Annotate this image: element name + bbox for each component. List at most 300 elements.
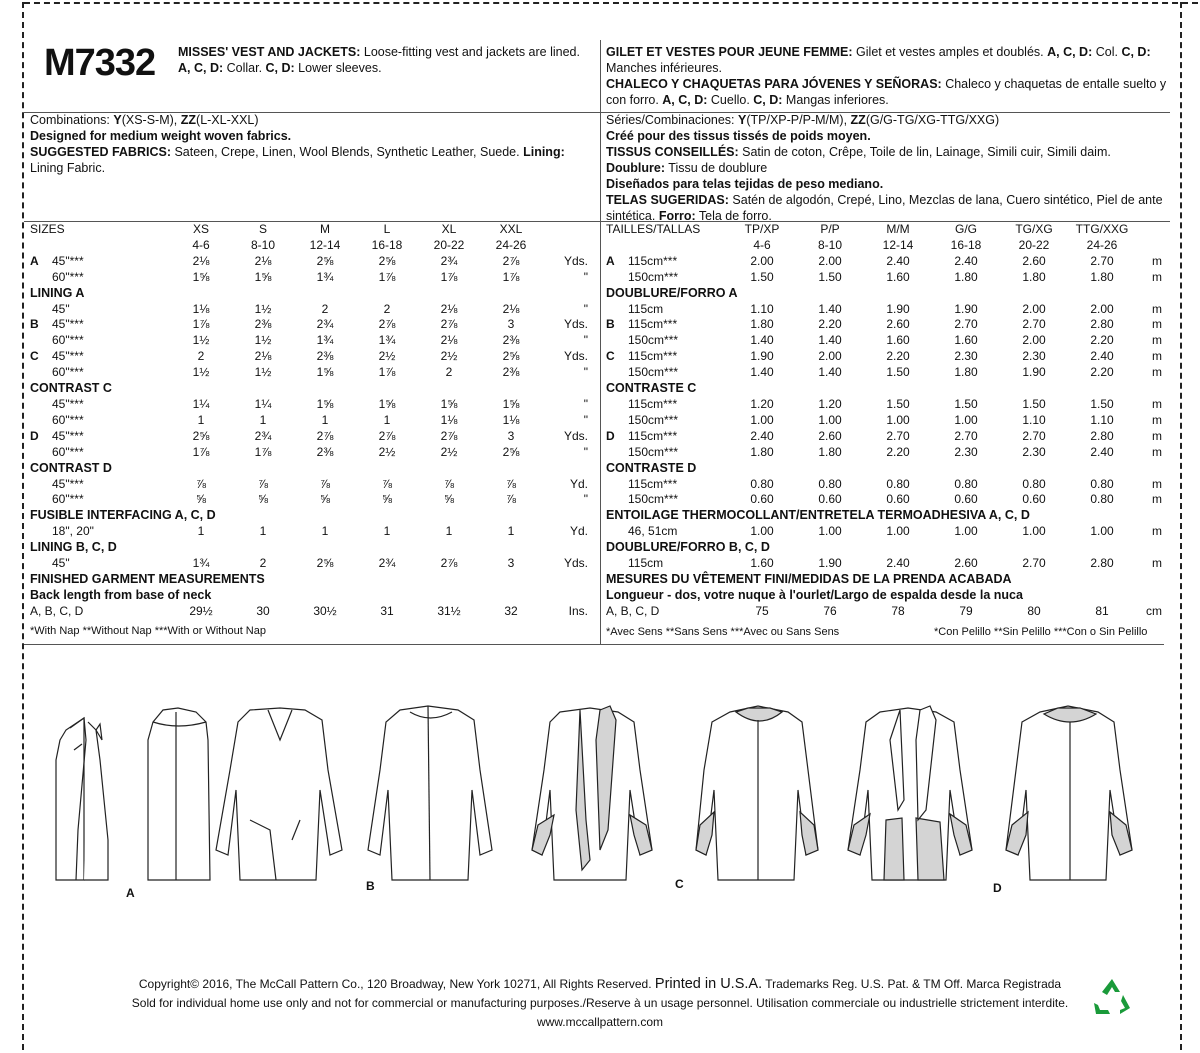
metric-cell: 2.80 xyxy=(1090,317,1114,332)
en-cell: ⅝ xyxy=(381,492,392,507)
french-lining-label: Doublure: xyxy=(606,161,666,175)
yardage-table-english xyxy=(30,222,588,620)
en-cell: ⅞ xyxy=(505,476,516,491)
metric-cell: 2.00 xyxy=(750,253,774,268)
en-view-label: B xyxy=(30,317,39,332)
en-cell: 1⅝ xyxy=(316,365,334,380)
metric-cell: 0.60 xyxy=(954,492,978,507)
french-fabrics-label: TISSUS CONSEILLÉS: xyxy=(606,145,739,159)
spanish-mangas: Mangas inferiores. xyxy=(782,93,889,107)
en-cell: 3 xyxy=(507,428,515,443)
en-size-5: XXL xyxy=(499,222,523,236)
lining-label: Lining: xyxy=(523,145,565,159)
en-cell: 1⅛ xyxy=(502,412,520,427)
trademarks-text: Trademarks Reg. U.S. Pat. & TM Off. Marca Registrada xyxy=(765,977,1062,991)
spanish-fabrics-text: Satén de algodón, Crepé, Lino, Mezclas de lana, Cuero sintético, Piel de ante sintética. xyxy=(606,193,1163,223)
right-fabric-info-2 xyxy=(606,112,1172,224)
metric-cell: 1.60 xyxy=(886,269,910,284)
metric-fabric-width: 115cm xyxy=(628,301,664,316)
en-view-label xyxy=(30,333,52,349)
en-cell: 2⅜ xyxy=(502,333,520,348)
english-desc-views2: C, D: xyxy=(265,61,295,75)
en-cell: 2⅞ xyxy=(316,428,334,443)
metric-cell: 80 xyxy=(1027,603,1041,618)
en-cell: 1⅝ xyxy=(378,396,396,411)
metric-table-row xyxy=(606,524,1162,540)
metric-cell: 2.80 xyxy=(1090,428,1114,443)
metric-cell: 2.40 xyxy=(1090,444,1114,459)
en-cell: 1⅝ xyxy=(254,269,272,284)
en-cell: 2⅛ xyxy=(254,349,272,364)
en-cell: 2⅛ xyxy=(254,253,272,268)
metric-cell: 1.20 xyxy=(818,396,842,411)
sold-notice: Sold for individual home use only and not for commercial or manufacturing purposes./Reserve à un usage personnel. Utilisation commerciale ou industrielle strictement interdite. xyxy=(131,996,1069,1010)
metric-unit: m xyxy=(1152,317,1162,332)
metric-fabric-width: 115cm*** xyxy=(628,428,678,443)
en-cell: ⅞ xyxy=(195,476,206,491)
en-cell: 2⅞ xyxy=(378,428,396,443)
metric-range-5: 24-26 xyxy=(1086,237,1118,252)
series-y-sizes: (TP/XP-P/P-M/M), xyxy=(746,113,851,127)
metric-unit: m xyxy=(1152,492,1162,507)
metric-cell: 1.00 xyxy=(1090,524,1114,539)
metric-header-ranges xyxy=(606,238,1162,254)
metric-unit: m xyxy=(1152,524,1162,539)
en-unit: " xyxy=(583,269,588,284)
fabrics-text: Sateen, Crepe, Linen, Wool Blends, Synthetic Leather, Suede. xyxy=(171,145,524,159)
en-view-label xyxy=(30,492,52,508)
metric-table-row xyxy=(606,397,1162,413)
metric-cell: 2.30 xyxy=(1022,444,1046,459)
en-cell: 1⅞ xyxy=(254,444,272,459)
en-cell: 2⅝ xyxy=(316,253,334,268)
en-unit: " xyxy=(583,333,588,348)
metric-cell: 2.60 xyxy=(954,556,978,571)
metric-cell: 1.00 xyxy=(886,524,910,539)
metric-view-label: A, B, C, D xyxy=(606,603,660,618)
metric-cell: 2.80 xyxy=(1090,556,1114,571)
en-cell: 2½ xyxy=(440,444,458,459)
metric-view-label xyxy=(606,302,628,318)
metric-header-sizes xyxy=(606,222,1162,238)
metric-cell: 1.60 xyxy=(886,333,910,348)
metric-cell: 0.80 xyxy=(1022,476,1046,491)
en-unit: " xyxy=(583,396,588,411)
en-cell: 2⅝ xyxy=(378,253,396,268)
en-cell: 1⅞ xyxy=(502,269,520,284)
metric-sizes-label: TAILLES/TALLAS xyxy=(606,222,701,236)
en-cell: 2¾ xyxy=(316,317,334,332)
en-cell: 2½ xyxy=(378,444,396,459)
en-cell: 1 xyxy=(321,412,329,427)
metric-view-label xyxy=(606,556,628,572)
metric-view-label xyxy=(606,524,628,540)
en-unit: Yd. xyxy=(569,476,588,491)
en-cell: 32 xyxy=(504,603,518,618)
en-cell: 30½ xyxy=(313,603,337,618)
metric-section-row xyxy=(606,286,1162,302)
printed-in: Printed in U.S.A. xyxy=(654,976,763,992)
suggested-fabrics xyxy=(30,144,595,176)
combinations-line xyxy=(30,112,595,128)
metric-cell: 1.00 xyxy=(954,412,978,427)
metric-unit: m xyxy=(1152,428,1162,443)
metric-cell: 2.60 xyxy=(886,317,910,332)
en-unit: " xyxy=(583,301,588,316)
en-view-label xyxy=(30,365,52,381)
en-table-row xyxy=(30,333,588,349)
view-label-b: B xyxy=(366,879,375,893)
rule-table-bottom xyxy=(24,644,1164,645)
en-cell: 2 xyxy=(259,556,267,571)
recycle-icon xyxy=(1090,975,1134,1024)
english-desc-sleeves: Lower sleeves. xyxy=(294,61,382,75)
metric-cell: 2.30 xyxy=(954,444,978,459)
metric-unit: m xyxy=(1152,253,1162,268)
metric-cell: 1.00 xyxy=(750,412,774,427)
en-table-row xyxy=(30,317,588,333)
metric-cell: 0.60 xyxy=(886,492,910,507)
metric-view-label xyxy=(606,397,628,413)
jacket-d-front-back-icon xyxy=(840,700,1170,888)
metric-table-row xyxy=(606,413,1162,429)
metric-fabric-width: 115cm*** xyxy=(628,396,678,411)
view-label-d: D xyxy=(993,881,1002,895)
metric-cell: 2.00 xyxy=(1022,301,1046,316)
en-cell: 2⅞ xyxy=(440,317,458,332)
metric-section-row xyxy=(606,381,1162,397)
en-cell: 1⅞ xyxy=(192,444,210,459)
en-cell: 1 xyxy=(259,524,267,539)
en-view-label xyxy=(30,397,52,413)
en-header-sizes xyxy=(30,222,588,238)
en-cell: 2⅞ xyxy=(440,556,458,571)
spanish-footnote: *Con Pelillo **Sin Pelillo ***Con o Sin Pelillo xyxy=(934,626,1148,638)
en-cell: 29½ xyxy=(189,603,213,618)
fabrics-label: SUGGESTED FABRICS: xyxy=(30,145,171,159)
en-cell: 31 xyxy=(380,603,394,618)
metric-cell: 2.70 xyxy=(1090,253,1114,268)
metric-cell: 1.90 xyxy=(750,349,774,364)
en-cell: 1½ xyxy=(192,365,210,380)
column-divider xyxy=(600,40,601,644)
en-fabric-width: 45"*** xyxy=(52,253,84,268)
metric-fabric-width: 115cm xyxy=(628,556,664,571)
metric-section-row xyxy=(606,572,1162,588)
metric-cell: 2.40 xyxy=(886,556,910,571)
metric-view-label xyxy=(606,477,628,493)
en-cell: 2⅛ xyxy=(440,333,458,348)
metric-cell: 1.10 xyxy=(750,301,774,316)
metric-cell: 2.30 xyxy=(954,349,978,364)
metric-table-row xyxy=(606,270,1162,286)
en-table-row xyxy=(30,477,588,493)
en-cell: 1¾ xyxy=(316,269,334,284)
spanish-fabrics-label: TELAS SUGERIDAS: xyxy=(606,193,729,207)
en-fabric-width: 45"*** xyxy=(52,349,84,364)
metric-section-row xyxy=(606,588,1162,604)
view-a-illustration xyxy=(48,700,223,888)
metric-cell: 2.20 xyxy=(1090,365,1114,380)
french-title: GILET ET VESTES POUR JEUNE FEMME: xyxy=(606,45,853,59)
en-cell: 1½ xyxy=(254,301,272,316)
en-table-row xyxy=(30,270,588,286)
copyright-line xyxy=(60,975,1140,994)
en-view-label xyxy=(30,445,52,461)
metric-size-4: TG/XG xyxy=(1015,222,1053,236)
metric-view-label: C xyxy=(606,349,615,364)
metric-cell: 0.80 xyxy=(1090,492,1114,507)
metric-unit: m xyxy=(1152,412,1162,427)
metric-cell: 1.50 xyxy=(818,269,842,284)
metric-cell: 1.00 xyxy=(1022,524,1046,539)
metric-cell: 2.30 xyxy=(1022,349,1046,364)
metric-cell: 2.70 xyxy=(1022,317,1046,332)
metric-table-row xyxy=(606,254,1162,270)
metric-unit: cm xyxy=(1146,603,1162,618)
designed-for: Designed for medium weight woven fabrics. xyxy=(30,129,292,143)
metric-cell: 0.80 xyxy=(750,476,774,491)
spanish-lining-label: Forro: xyxy=(658,209,696,223)
english-desc-collar: Collar. xyxy=(223,61,266,75)
metric-table-row xyxy=(606,302,1162,318)
metric-cell: 1.00 xyxy=(818,524,842,539)
en-cell: 1⅝ xyxy=(192,269,210,284)
metric-cell: 1.50 xyxy=(886,365,910,380)
french-lining xyxy=(606,160,1172,176)
en-section-label: LINING B, C, D xyxy=(30,540,117,555)
metric-view-label xyxy=(606,413,628,429)
french-views: A, C, D: xyxy=(1047,45,1093,59)
metric-cell: 1.00 xyxy=(954,524,978,539)
en-cell: 1¾ xyxy=(316,333,334,348)
en-table-row xyxy=(30,349,588,365)
spanish-description xyxy=(606,76,1172,108)
en-range-1: 8-10 xyxy=(250,237,276,252)
jacket-b-front-back-icon xyxy=(210,700,530,888)
en-fabric-width: 60"*** xyxy=(52,492,84,507)
copyright-block xyxy=(60,975,1140,1032)
vest-a-front-back-icon xyxy=(48,700,223,888)
en-cell: ⅝ xyxy=(257,492,268,507)
metric-fabric-width: 150cm*** xyxy=(628,412,679,427)
metric-cell: 1.00 xyxy=(818,412,842,427)
french-description xyxy=(606,44,1172,76)
metric-cell: 75 xyxy=(755,603,769,618)
en-cell: 2⅞ xyxy=(440,428,458,443)
en-view-label xyxy=(30,477,52,493)
en-cell: 2⅞ xyxy=(502,253,520,268)
metric-cell: 78 xyxy=(891,603,905,618)
metric-section-label: CONTRASTE D xyxy=(606,460,697,475)
view-c-illustration xyxy=(530,700,820,888)
metric-cell: 2.20 xyxy=(1090,333,1114,348)
metric-table-row xyxy=(606,333,1162,349)
en-cell: ⅝ xyxy=(319,492,330,507)
metric-range-2: 12-14 xyxy=(882,237,914,252)
metric-range-0: 4-6 xyxy=(753,237,771,252)
en-section-label: Back length from base of neck xyxy=(30,587,212,602)
en-fabric-width: 60"*** xyxy=(52,412,84,427)
french-col: Col. xyxy=(1092,45,1122,59)
en-table-row xyxy=(30,492,588,508)
en-cell: 2¾ xyxy=(378,556,396,571)
en-table-row xyxy=(30,413,588,429)
metric-fabric-width: 150cm*** xyxy=(628,333,679,348)
en-cell: 2½ xyxy=(378,349,396,364)
metric-cell: 81 xyxy=(1095,603,1109,618)
french-designed: Créé pour des tissus tissés de poids moyen. xyxy=(606,129,871,143)
metric-cell: 79 xyxy=(959,603,973,618)
metric-cell: 1.50 xyxy=(1090,396,1114,411)
en-cell: 2⅛ xyxy=(192,253,210,268)
metric-unit: m xyxy=(1152,301,1162,316)
metric-section-label: ENTOILAGE THERMOCOLLANT/ENTRETELA TERMOADHESIVA A, C, D xyxy=(606,508,1030,523)
en-unit: Yds. xyxy=(563,317,588,332)
metric-view-label xyxy=(606,445,628,461)
metric-range-spacer xyxy=(606,238,728,254)
en-fabric-width: 45"*** xyxy=(52,396,84,411)
en-cell: 2 xyxy=(383,301,391,316)
metric-cell: 1.50 xyxy=(1022,396,1046,411)
metric-section-row xyxy=(606,540,1162,556)
en-range-spacer xyxy=(30,238,170,254)
en-cell: ⅞ xyxy=(381,476,392,491)
en-table-row xyxy=(30,556,588,572)
metric-cell: 1.60 xyxy=(750,556,774,571)
en-range-2: 12-14 xyxy=(309,237,341,252)
metric-size-1: P/P xyxy=(820,222,840,236)
metric-cell: 2.60 xyxy=(1022,253,1046,268)
metric-table-row xyxy=(606,429,1162,445)
en-section-row xyxy=(30,508,588,524)
metric-table-row xyxy=(606,477,1162,493)
en-cell: 2⅛ xyxy=(440,301,458,316)
metric-view-label xyxy=(606,365,628,381)
en-fabric-width: 60"*** xyxy=(52,333,84,348)
metric-cell: 0.80 xyxy=(886,476,910,491)
en-cell: 1⅝ xyxy=(316,396,334,411)
metric-view-label: B xyxy=(606,317,615,332)
en-fabric-width: 18", 20" xyxy=(52,524,94,539)
en-section-row xyxy=(30,572,588,588)
en-cell: 1½ xyxy=(192,333,210,348)
en-section-label: LINING A xyxy=(30,285,85,300)
en-fabric-width: 45"*** xyxy=(52,428,84,443)
en-cell: 1⅛ xyxy=(192,301,210,316)
metric-cell: 2.20 xyxy=(886,444,910,459)
en-table-row xyxy=(30,429,588,445)
en-view-label: C xyxy=(30,349,39,364)
metric-cell: 2.20 xyxy=(818,317,842,332)
en-section-label: FUSIBLE INTERFACING A, C, D xyxy=(30,508,216,523)
metric-cell: 1.40 xyxy=(818,333,842,348)
series-zz-sizes: (G/G-TG/XG-TTG/XXG) xyxy=(865,113,1000,127)
en-cell: ⅞ xyxy=(257,476,268,491)
lining-text: Lining Fabric. xyxy=(30,161,106,175)
metric-cell: 2.70 xyxy=(954,428,978,443)
en-cell: 3 xyxy=(507,317,515,332)
metric-unit-spacer xyxy=(1136,222,1162,238)
view-b-illustration xyxy=(210,700,530,888)
en-fabric-width: 60"*** xyxy=(52,269,84,284)
spanish-lining-text: Tela de forro. xyxy=(695,209,772,223)
metric-section-label: DOUBLURE/FORRO A xyxy=(606,285,738,300)
metric-cell: 2.40 xyxy=(750,428,774,443)
website-link[interactable]: www.mccallpattern.com xyxy=(536,1015,664,1029)
en-cell: 2 xyxy=(321,301,329,316)
en-cell: 1 xyxy=(507,524,515,539)
metric-unit: m xyxy=(1152,349,1162,364)
metric-size-2: M/M xyxy=(886,222,910,236)
metric-fabric-width: 115cm*** xyxy=(628,253,678,268)
series-label: Séries/Combinaciones: xyxy=(606,113,739,127)
metric-cell: 1.90 xyxy=(954,301,978,316)
french-fabrics xyxy=(606,144,1172,160)
spanish-cuello: Cuello. xyxy=(707,93,754,107)
metric-cell: 1.10 xyxy=(1022,412,1046,427)
french-manches: Manches inférieures. xyxy=(606,61,723,75)
metric-view-label xyxy=(606,333,628,349)
view-label-a: A xyxy=(126,886,135,900)
en-cell: ⅝ xyxy=(443,492,454,507)
en-unit: Yds. xyxy=(563,349,588,364)
metric-unit: m xyxy=(1152,269,1162,284)
series-line xyxy=(606,112,1172,128)
en-cell: 1⅞ xyxy=(378,269,396,284)
en-cell: 1⅝ xyxy=(440,396,458,411)
metric-unit: m xyxy=(1152,396,1162,411)
metric-unit: m xyxy=(1152,444,1162,459)
metric-view-label: D xyxy=(606,428,615,443)
spanish-views: A, C, D: xyxy=(662,93,708,107)
en-cell: 1⅞ xyxy=(440,269,458,284)
en-view-label xyxy=(30,270,52,286)
spanish-designed: Diseñados para telas tejidas de peso mediano. xyxy=(606,177,884,191)
en-cell: 2⅜ xyxy=(502,365,520,380)
french-views2: C, D: xyxy=(1121,45,1151,59)
en-view-label: A xyxy=(30,253,39,268)
metric-cell: 1.60 xyxy=(954,333,978,348)
series-zz: ZZ xyxy=(850,113,866,127)
en-cell: 2⅜ xyxy=(316,444,334,459)
en-cell: ⅞ xyxy=(443,476,454,491)
metric-fabric-width: 46, 51cm xyxy=(628,524,678,539)
copyright-text: Copyright© 2016, The McCall Pattern Co., 120 Broadway, New York 10271, All Rights Reserved. xyxy=(138,977,652,991)
metric-cell: 0.80 xyxy=(954,476,978,491)
metric-unit: m xyxy=(1152,476,1162,491)
en-section-label: CONTRAST D xyxy=(30,460,112,475)
en-cell: 2⅜ xyxy=(254,317,272,332)
en-fabric-width: 45" xyxy=(52,301,70,316)
metric-cell: 1.90 xyxy=(818,556,842,571)
en-view-label xyxy=(30,556,52,572)
metric-fabric-width: 150cm*** xyxy=(628,269,679,284)
en-cell: 1⅛ xyxy=(440,412,458,427)
en-sizes-label: SIZES xyxy=(30,222,65,236)
en-cell: 1¾ xyxy=(192,556,210,571)
metric-cell: 1.80 xyxy=(750,317,774,332)
english-description xyxy=(178,44,593,76)
spanish-fabrics xyxy=(606,192,1172,224)
en-cell: 2⅜ xyxy=(316,349,334,364)
en-cell: 30 xyxy=(256,603,270,618)
metric-range-3: 16-18 xyxy=(950,237,982,252)
en-table-row xyxy=(30,365,588,381)
en-unit-spacer2 xyxy=(542,238,588,254)
metric-range-1: 8-10 xyxy=(817,237,843,252)
en-cell: 1¼ xyxy=(192,396,210,411)
